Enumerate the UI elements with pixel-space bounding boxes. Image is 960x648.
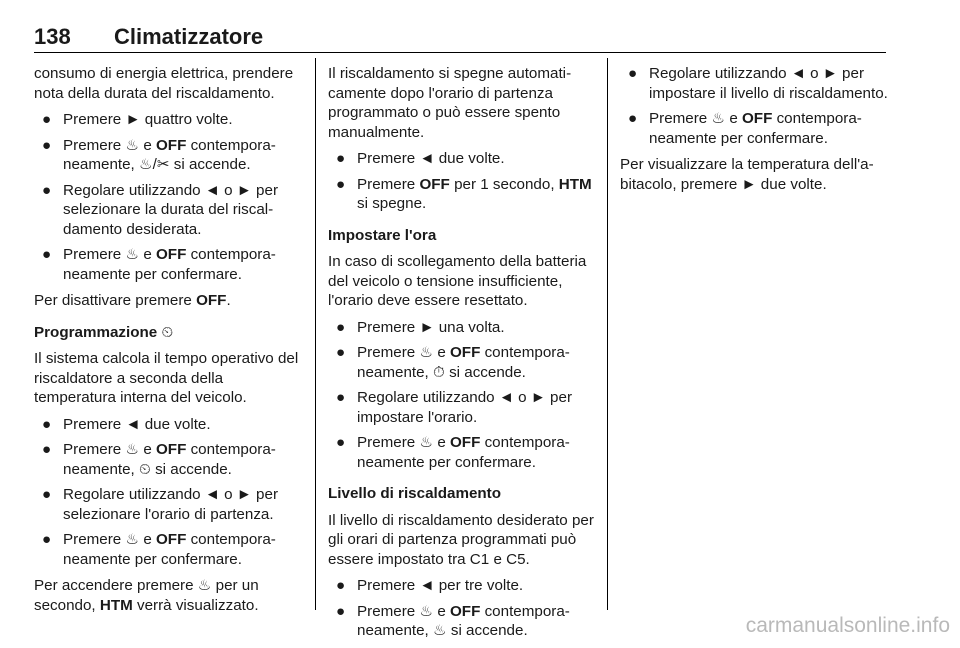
section-heading-livello: Livello di riscaldamento [328, 485, 502, 502]
list-item-text: Premere [63, 531, 126, 548]
paragraph-ora: In caso di scollegamento della batteria del veicolo o tensione insufficiente, l'orario deve essere resettato. [328, 253, 587, 309]
list-item-text: Premere [357, 344, 420, 361]
list-item-text: ♨ [419, 344, 434, 361]
list-item-text: ◄ [498, 389, 514, 406]
list-item-text: ► [822, 65, 838, 82]
list-item-text: ◄ [790, 65, 806, 82]
list-item-text: ◄ [419, 577, 435, 594]
list-item-text: e [725, 110, 742, 127]
list-item [328, 576, 596, 596]
list-item-text: Premere [63, 441, 126, 458]
paragraph-livello: Il livello di riscaldamento desiderato per gli orari di partenza programmati può essere impostato tra C1 e C5. [328, 511, 594, 568]
bullet-icon: ● [336, 577, 346, 594]
list-item-text: si spegne. [357, 195, 427, 212]
watermark-logo: carmanualsonline.info [745, 614, 950, 637]
list-item-text: OFF [419, 175, 450, 193]
list-item-text: contemporaneamente, [63, 441, 276, 478]
list-item-text: ◄ [419, 150, 435, 167]
list-item-text: ► [530, 389, 546, 406]
bullet-icon: ● [42, 441, 52, 458]
list-item-text: si accende. [169, 156, 251, 173]
list-item [34, 485, 306, 524]
list-item-text: e [139, 441, 156, 458]
list-item-text: contemporaneamente per confermare. [63, 246, 276, 283]
list-item-text: Premere [357, 577, 420, 594]
bullet-icon: ● [336, 344, 346, 361]
list-item-text: ♨ [125, 246, 140, 263]
list-item [34, 136, 306, 175]
list-item-text: ⏲ [139, 460, 151, 478]
list-item-text: ► [125, 111, 141, 128]
paragraph-intro: Il riscaldamento si spegne automaticamente dopo l'orario di partenza programmato o può essere spento manualmente. [328, 65, 572, 141]
bullet-icon: ● [42, 181, 52, 199]
list-item-text: ► [236, 181, 252, 199]
list-item-text: ► [419, 318, 435, 336]
list-item [34, 530, 306, 569]
list-item-text: ◄ [204, 181, 220, 199]
list-item-text: quattro volte. [140, 111, 233, 128]
paragraph-prog: Il sistema calcola il tempo operativo del riscaldatore a seconda della temperatura interna del veicolo. [34, 350, 299, 406]
list-item-text: ◄ [125, 415, 141, 433]
list-item-text: ♨ [125, 531, 140, 548]
list-item [34, 181, 306, 240]
timer-icon: ⏲ [161, 323, 174, 341]
list-item [34, 440, 306, 479]
list-item-text: OFF [449, 434, 481, 451]
list-item-text: per selezionare l'orario di partenza. [63, 486, 278, 523]
paragraph-enable: Per accendere premere ♨ per un secondo, HTM verrà visualizzato. [34, 577, 259, 614]
list-item-text: Premere [63, 415, 126, 433]
list-item [620, 64, 892, 103]
list-item-text: contemporaneamente, [357, 344, 570, 381]
bullet-icon: ● [42, 531, 52, 548]
list-item-text: contemporaneamente per confermare. [357, 434, 570, 471]
list-item [328, 343, 596, 382]
list-item-text: OFF [155, 246, 187, 263]
list-item [620, 109, 892, 148]
bullet-icon: ● [628, 110, 638, 127]
list-item-text: Premere [357, 602, 420, 620]
list-item-text: Premere [63, 246, 126, 263]
list-item [34, 245, 306, 284]
list-item-text: per impostare l'orario. [357, 389, 572, 426]
list-item-text: o [805, 65, 823, 82]
header-rule [34, 52, 886, 53]
list-item [328, 318, 596, 338]
bullet-list [328, 576, 596, 641]
bullet-icon: ● [336, 434, 346, 451]
list-item-text: OFF [155, 441, 187, 458]
list-item-text: Premere [357, 434, 420, 451]
section-heading-ora: Impostare l'ora [328, 226, 437, 244]
page-header [34, 24, 886, 52]
list-item [328, 388, 596, 427]
bullet-icon: ● [336, 150, 346, 167]
list-item-text: o [219, 486, 237, 503]
list-item-text: Premere [357, 175, 420, 193]
section-heading-programmazione: Programmazione ⏲ [34, 323, 174, 341]
list-item-text: si accende. [150, 460, 232, 478]
list-item-text: Regolare utilizzando [357, 389, 499, 406]
list-item-text: si accende. [444, 363, 526, 381]
list-item-text: contemporaneamente per confermare. [63, 531, 276, 568]
list-item [328, 175, 596, 214]
list-item-text: per selezionare la durata del riscaldamento desiderata. [63, 181, 278, 238]
list-item-text: HTM [558, 175, 592, 193]
list-item-text: OFF [155, 136, 187, 154]
paragraph-disable: Per disattivare premere OFF. [34, 292, 231, 309]
list-item [328, 602, 596, 641]
list-item-text: OFF [449, 344, 481, 361]
list-item-text: Premere [63, 136, 126, 154]
list-item-text: e [433, 434, 450, 451]
list-item [34, 415, 306, 435]
column-3 [620, 64, 892, 201]
list-item-text: per 1 secondo, [449, 175, 559, 193]
list-item-text: ⏱ [433, 363, 445, 381]
list-item-text: o [219, 181, 237, 199]
bullet-list [328, 149, 596, 214]
column-divider-2 [607, 58, 608, 610]
list-item-text: Premere [649, 110, 712, 127]
column-divider-1 [315, 58, 316, 610]
list-item-text: ♨ [433, 622, 447, 639]
list-item-text: OFF [449, 602, 481, 620]
bullet-icon: ● [628, 65, 638, 82]
bullet-list [34, 415, 306, 570]
list-item [328, 433, 596, 472]
list-item-text: ► [236, 486, 252, 503]
column-2 [328, 64, 596, 648]
list-item-text: e [139, 246, 156, 263]
list-item-text: contemporaneamente, [63, 136, 276, 173]
list-item-text: Premere [357, 318, 420, 336]
list-item-text: si accende. [446, 622, 528, 639]
heater-icon: ♨ [197, 577, 212, 594]
page-number: 138 [34, 24, 71, 49]
column-1 [34, 64, 306, 622]
list-item-text: Premere [63, 111, 126, 128]
list-item-text: contemporaneamente, [357, 602, 570, 639]
list-item-text: OFF [741, 110, 773, 127]
paragraph-intro: consumo di energia elettrica, prendere nota della durata del riscaldamento. [34, 65, 294, 102]
list-item-text: e [139, 136, 156, 154]
off-key: OFF [196, 292, 227, 309]
bullet-list [34, 110, 306, 284]
bullet-icon: ● [42, 486, 52, 503]
list-item-text: ◄ [204, 486, 220, 503]
list-item-text: Regolare utilizzando [63, 181, 205, 199]
bullet-icon: ● [336, 602, 346, 620]
list-item [34, 110, 306, 130]
list-item-text: per tre volte. [434, 577, 524, 594]
bullet-icon: ● [42, 415, 52, 433]
list-item-text: per impostare il livello di riscaldamento. [649, 65, 888, 102]
list-item-text: contemporaneamente per confermare. [649, 110, 862, 147]
list-item-text: due volte. [434, 150, 505, 167]
list-item-text: e [433, 602, 450, 620]
bullet-list [620, 64, 892, 148]
list-item-text: ♨ [125, 136, 140, 154]
bullet-icon: ● [336, 175, 346, 193]
bullet-icon: ● [42, 111, 52, 128]
list-item-text: ♨ [711, 110, 726, 127]
list-item-text: OFF [155, 531, 187, 548]
list-item-text: e [433, 344, 450, 361]
paragraph-outro: Per visualizzare la temperatura dell'abitacolo, premere ► due volte. [620, 156, 874, 193]
list-item-text: o [513, 389, 531, 406]
list-item-text: ♨ [125, 441, 140, 458]
bullet-icon: ● [336, 389, 346, 406]
chapter-title: Climatizzatore [114, 24, 264, 49]
list-item [328, 149, 596, 169]
bullet-icon: ● [42, 136, 52, 154]
list-item-text: ♨ [419, 602, 434, 620]
list-item-text: Regolare utilizzando [63, 486, 205, 503]
bullet-list [328, 318, 596, 473]
list-item-text: una volta. [434, 318, 505, 336]
htm-label: HTM [99, 596, 133, 614]
list-item-text: Regolare utilizzando [649, 65, 791, 82]
list-item-text: due volte. [140, 415, 211, 433]
list-item-text: Premere [357, 150, 420, 167]
bullet-icon: ● [42, 246, 52, 263]
bullet-icon: ● [336, 318, 346, 336]
list-item-text: ♨/✂ [139, 156, 170, 173]
list-item-text: ♨ [419, 434, 434, 451]
list-item-text: e [139, 531, 156, 548]
